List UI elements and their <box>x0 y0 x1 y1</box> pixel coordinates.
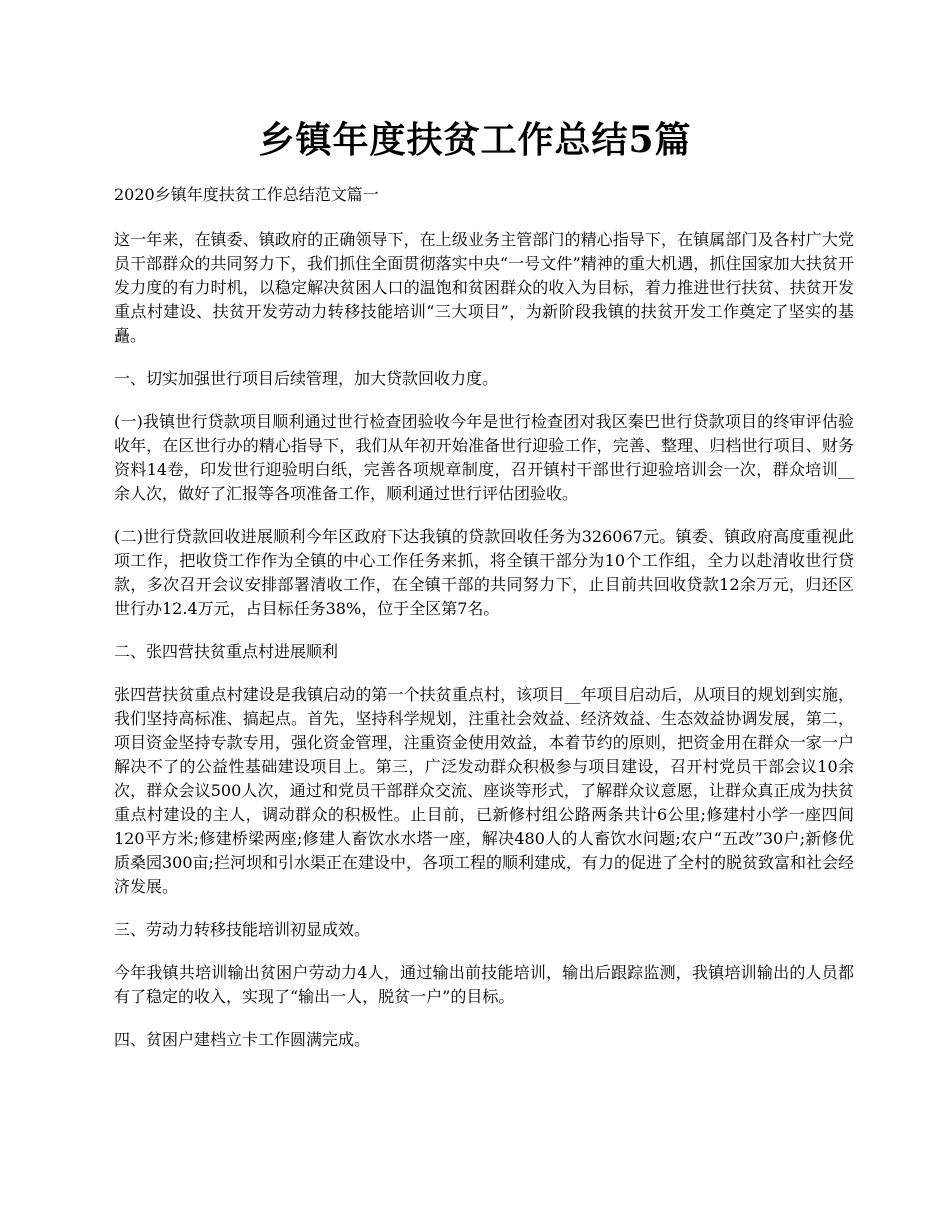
paragraph-3: 今年我镇共培训输出贫困户劳动力4人，通过输出前技能培训，输出后跟踪监测，我镇培训输出的人员都有了稳定的收入，实现了“输出一人，脱贫一户”的目标。 <box>114 963 854 1006</box>
document-title: 乡镇年度扶贫工作总结5篇 <box>258 119 692 161</box>
section-heading-4: 四、贫困户建档立卡工作圆满完成。 <box>114 1030 371 1049</box>
paragraph-1-1: (一)我镇世行贷款项目顺利通过世行检查团验收今年是世行检查团对我区秦巴世行贷款项目的终审评估验收年，在区世行办的精心指导下，我们从年初开始准备世行迎验工作，完善、整理、归档世行项目、财务资料14卷，印发世行迎验明白纸，完善各项规章制度，召开镇村干部世行迎验培训会一次，群众培训__余人次，做好了汇报等各项准备工作，顺利通过世行评估团验收。 <box>114 412 854 503</box>
document-body <box>114 183 854 1071</box>
section-heading-3: 三、劳动力转移技能培训初显成效。 <box>114 920 371 939</box>
paragraph-intro: 这一年来，在镇委、镇政府的正确领导下，在上级业务主管部门的精心指导下，在镇属部门及各村广大党员干部群众的共同努力下，我们抓住全面贯彻落实中央“一号文件”精神的重大机遇，抓住国家加大扶贫开发力度的有力时机，以稳定解决贫困人口的温饱和贫困群众的收入为目标，着力推进世行扶贫、扶贫开发重点村建设、扶贫开发劳动力转移技能培训“三大项目”，为新阶段我镇的扶贫开发工作奠定了坚实的基矗。 <box>114 230 854 345</box>
section-heading-2: 二、张四营扶贫重点村进展顺利 <box>114 642 339 661</box>
document-subtitle: 2020乡镇年度扶贫工作总结范文篇一 <box>114 185 379 204</box>
paragraph-1-2: (二)世行贷款回收进展顺利今年区政府下达我镇的贷款回收任务为326067元。镇委、镇政府高度重视此项工作，把收贷工作作为全镇的中心工作任务来抓，将全镇干部分为10个工作组，全力以赴清收世行贷款，多次召开会议安排部署清收工作，在全镇干部的共同努力下，止目前共回收贷款12余万元，归还区世行办12.4万元，占目标任务38%，位于全区第7名。 <box>114 527 854 618</box>
section-heading-1: 一、切实加强世行项目后续管理，加大贷款回收力度。 <box>114 369 499 388</box>
paragraph-2: 张四营扶贫重点村建设是我镇启动的第一个扶贫重点村，该项目__年项目启动后，从项目的规划到实施，我们坚持高标准、搞起点。首先，坚持科学规划，注重社会效益、经济效益、生态效益协调发展，第二，项目资金坚持专款专用，强化资金管理，注重资金使用效益，本着节约的原则，把资金用在群众一家一户解决不了的公益性基础建设项目上。第三，广泛发动群众积极参与项目建设，召开村党员干部会议10余次，群众会议500人次，通过和党员干部群众交流、座谈等形式，了解群众议意愿，让群众真正成为扶贫重点村建设的主人，调动群众的积极性。止目前，已新修村组公路两条共计6公里;修建村小学一座四间120平方米;修建桥梁两座;修建人畜饮水水塔一座，解决480人的人畜饮水问题;农户“五改”30户;新修优质桑园300亩;拦河坝和引水渠正在建设中，各项工程的顺利建成，有力的促进了全村的脱贫致富和社会经济发展。 <box>114 685 854 896</box>
